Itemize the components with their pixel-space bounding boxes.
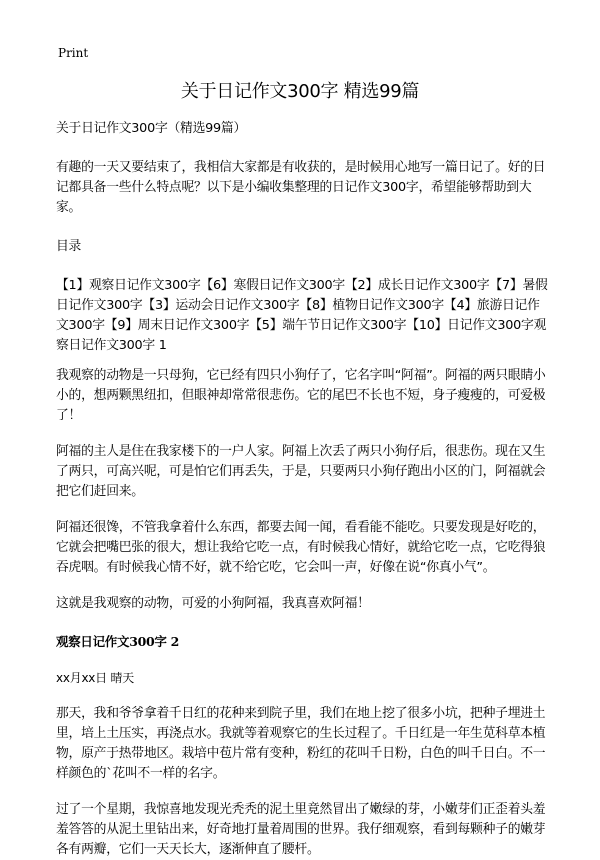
paragraph: 阿福还很馋，不管我拿着什么东西，都要去闻一闻，看看能不能吃。只要发现是好吃的，它就会把嘴巴张的很大，想让我给它吃一点，有时候我心情好，就给它吃一点，它吃得狼吞虎咽。有时候我心情不好，就不给它吃，它会叫一声，好像在说“你真小气”。 [56, 520, 546, 575]
document-title: 关于日记作文300字 精选99篇 [180, 81, 420, 102]
print-link[interactable]: Print [58, 46, 89, 60]
paragraph: 这就是我观察的动物，可爱的小狗阿福，我真喜欢阿福！ [56, 596, 370, 611]
paragraph: 阿福的主人是住在我家楼下的一户人家。阿福上次丢了两只小狗仔后，很悲伤。现在又生了两只，可高兴呢，可是怕它们再丢失，于是，只要两只小狗仔跑出小区的门，阿福就会把它们赶回来。 [56, 444, 546, 499]
section-heading: 观察日记作文300字 2 [56, 634, 180, 649]
article-body [56, 119, 552, 860]
article-subtitle: 关于日记作文300字（精选99篇） [56, 121, 247, 136]
intro-paragraph: 有趣的一天又要结束了，我相信大家都是有收获的，是时候用心地写一篇日记了。好的日记都具备一些什么特点呢？以下是小编收集整理的日记作文300字，希望能够帮助到大家。 [56, 160, 546, 215]
paragraph: 过了一个星期，我惊喜地发现光秃秃的泥土里竟然冒出了嫩绿的芽，小嫩芽们正歪着头羞羞答答的从泥土里钻出来，好奇地打量着周围的世界。我仔细观察，看到每颗种子的嫩芽各有两瓣，它们一天天长大，逐渐伸直了腰杆。 [56, 802, 546, 857]
toc-list: 【1】观察日记作文300字【6】寒假日记作文300字【2】成长日记作文300字【7】暑假日记作文300字【3】运动会日记作文300字【8】植物日记作文300字【4】旅游日记作文300字【9】周末日记作文300字【5】端午节日记作文300字【10】日记作文300字观察日记作文300字 1 [56, 278, 548, 353]
paragraph: 那天，我和爷爷拿着千日红的花种来到院子里，我们在地上挖了很多小坑，把种子埋进土里，培上土压实，再浇点水。我就等着观察它的生长过程了。千日红是一年生苋科草本植物，原产于热带地区。栽培中苞片常有变种，粉红的花叫千日粉，白色的叫千日白。不一样颜色的`花叫不一样的名字。 [56, 706, 546, 781]
toc-heading: 目录 [56, 239, 82, 254]
diary-date: xx月xx日 晴天 [56, 671, 134, 685]
paragraph: 我观察的动物是一只母狗，它已经有四只小狗仔了，它名字叫“阿福”。阿福的两只眼睛小小的，想两颗黑纽扣，但眼神却常常很悲伤。它的尾巴不长也不短，身子瘦瘦的，可爱极了！ [56, 368, 546, 423]
